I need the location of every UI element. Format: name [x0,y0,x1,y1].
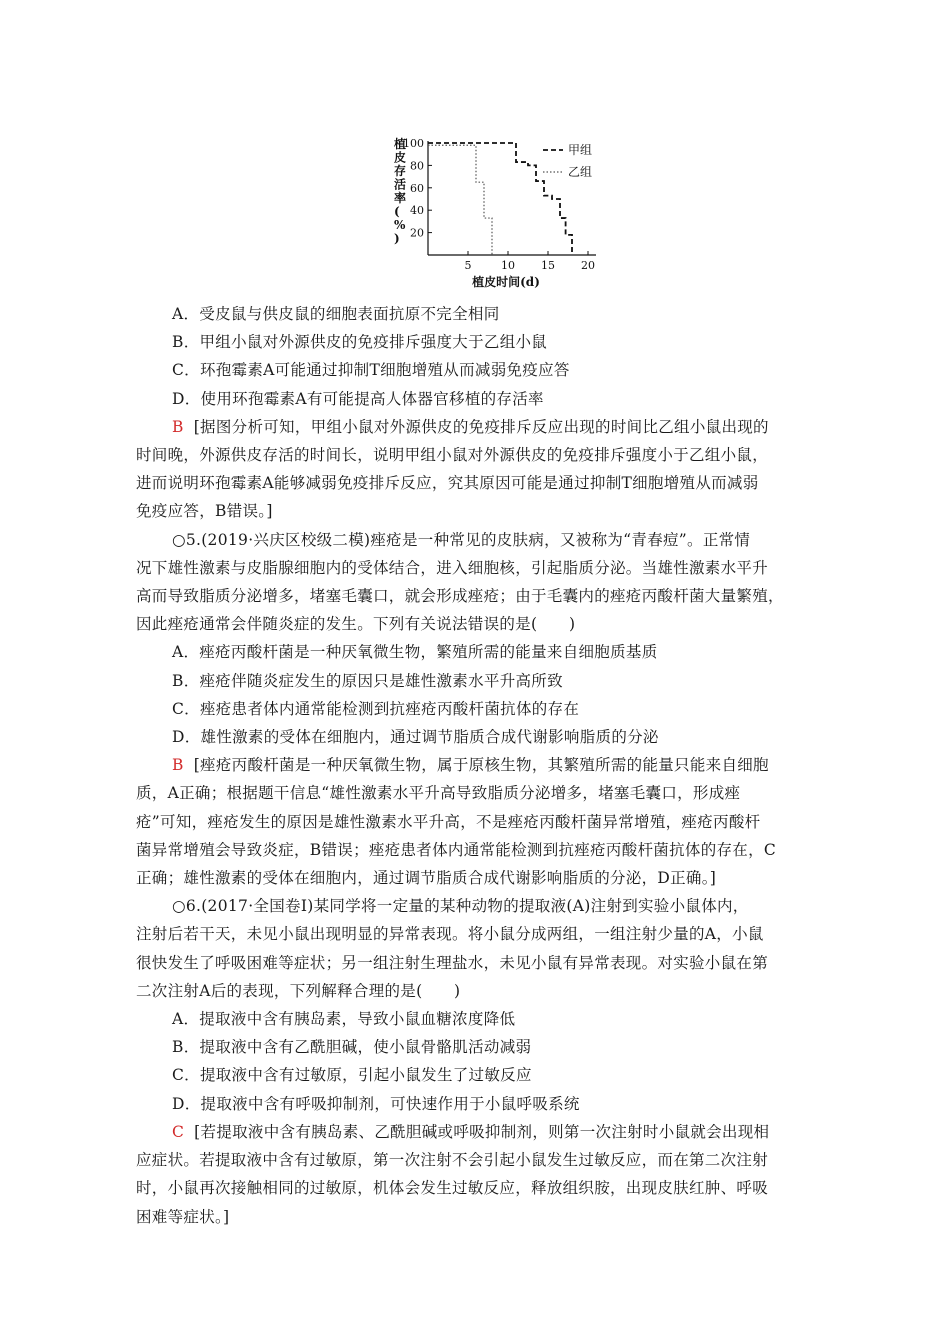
q6-stem-4: 二次注射A后的表现，下列解释合理的是( ) [136,981,461,1000]
q5-stem-2: 况下雄性激素与皮脂腺细胞内的受体结合，进入细胞核，引起脂质分泌。当雄性激素水平升 [136,558,769,577]
legend-label-2: 乙组 [568,165,593,179]
q6-option-d: D．提取液中含有呼吸抑制剂，可快速作用于小鼠呼吸系统 [172,1094,580,1113]
q6-explanation-1: [若提取液中含有胰岛素、乙酰胆碱或呼吸抑制剂，则第一次注射时小鼠就会出现相 [194,1122,770,1141]
x-tick-label-15: 15 [541,259,555,272]
q5-stem-3: 高而导致脂质分泌增多，堵塞毛囊口，就会形成痤疮；由于毛囊内的痤疮丙酸杆菌大量繁殖， [136,587,784,606]
y-axis-label: 植皮存活率( % ) [394,137,407,246]
q5-option-a: A．痤疮丙酸杆菌是一种厌氧微生物，繁殖所需的能量来自细胞质基质 [172,643,658,662]
q4-option-c: C．环孢霉素A可能通过抑制T细胞增殖从而减弱免疫应答 [172,361,570,380]
q4-answer-letter: B [172,417,184,436]
q5-explanation-5: 正确；雄性激素的受体在细胞内，通过调节脂质合成代谢影响脂质的分泌，D正确。] [136,869,717,888]
x-axis-label: 植皮时间(d) [472,275,540,289]
q6-option-a: A．提取液中含有胰岛素，导致小鼠血糖浓度降低 [172,1010,516,1029]
q6-stem-1: ○6.(2017·全国卷Ⅰ)某同学将一定量的某种动物的提取液(A)注射到实验小鼠体内， [172,897,749,916]
q6-stem-3: 很快发生了呼吸困难等症状；另一组注射生理盐水，未见小鼠有异常表现。对实验小鼠在第 [136,953,769,972]
q6-answer [136,1118,826,1231]
q5-explanation-4: 菌异常增殖会导致炎症，B错误；痤疮患者体内通常能检测到抗痤疮丙酸杆菌抗体的存在，C [136,840,777,859]
series-line-1 [428,143,572,255]
survival-chart [380,130,620,300]
y-tick-label-20: 20 [410,226,424,240]
q4-explanation-4: 免疫应答，B错误。] [136,502,273,521]
q4-explanation-3: 进而说明环孢霉素A能够减弱免疫排斥反应，究其原因可能是通过抑制T细胞增殖从而减弱 [136,474,759,493]
q6-answer-letter: C [172,1122,185,1141]
y-tick-label-80: 80 [410,159,424,173]
q4-answer [136,413,826,526]
survival-chart-svg [380,130,620,300]
q6-option-c: C．提取液中含有过敏原，引起小鼠发生了过敏反应 [172,1066,532,1085]
q5-answer-letter: B [172,756,184,775]
q5-explanation-1: [痤疮丙酸杆菌是一种厌氧微生物，属于原核生物，其繁殖所需的能量只能来自细胞 [193,756,769,775]
q6-stem-2: 注射后若干天，未见小鼠出现明显的异常表现。将小鼠分成两组，一组注射少量的A，小鼠 [136,925,764,944]
q6-option-b: B．提取液中含有乙酰胆碱，使小鼠骨骼肌活动减弱 [172,1038,532,1057]
q5-stem [136,526,826,639]
q5-explanation-2: 质，A正确；根据题干信息“雄性激素水平升高导致脂质分泌增多，堵塞毛囊口，形成痤 [136,784,741,803]
q5-options [136,638,826,751]
q4-options [136,300,826,413]
q4-explanation-1: [据图分析可知，甲组小鼠对外源供皮的免疫排斥反应出现的时间比乙组小鼠出现的 [193,417,769,436]
q5-explanation-3: 疮”可知，痤疮发生的原因是雄性激素水平升高，不是痤疮丙酸杆菌异常增殖，痤疮丙酸杆 [136,812,761,831]
q4-option-b: B．甲组小鼠对外源供皮的免疫排斥强度大于乙组小鼠 [172,333,548,352]
q5-answer-line-1 [136,751,826,779]
x-tick-label-5: 5 [464,259,472,272]
x-tick-label-20: 20 [581,259,595,272]
q5-option-d: D．雄性激素的受体在细胞内，通过调节脂质合成代谢影响脂质的分泌 [172,728,659,747]
q5-stem-4: 因此痤疮通常会伴随炎症的发生。下列有关说法错误的是( ) [136,615,576,634]
q4-explanation-2: 时间晚，外源供皮存活的时间长，说明甲组小鼠对外源供皮的免疫排斥强度小于乙组小鼠， [136,446,769,465]
q5-option-b: B．痤疮伴随炎症发生的原因只是雄性激素水平升高所致 [172,671,563,690]
y-tick-label-100: 100 [403,137,424,150]
q6-explanation-3: 时，小鼠再次接触相同的过敏原，机体会发生过敏反应，释放组织胺，出现皮肤红肿、呼吸 [136,1179,769,1198]
q6-stem [136,892,826,1005]
legend-label-1: 甲组 [568,143,593,157]
document-body [136,300,826,1231]
series-line-2 [428,145,492,255]
q4-answer-line-1 [136,413,826,441]
x-tick-label-10: 10 [501,259,515,272]
q5-stem-1: ○5.(2019·兴庆区校级二模)痤疮是一种常见的皮肤病，又被称为“青春痘”。正常情 [172,530,751,549]
q5-answer [136,751,826,892]
q6-explanation-2: 应症状。若提取液中含有过敏原，第一次注射不会引起小鼠发生过敏反应，而在第二次注射 [136,1151,769,1170]
q6-answer-line-1 [136,1118,826,1146]
q4-option-d: D．使用环孢霉素A有可能提高人体器官移植的存活率 [172,389,544,408]
y-tick-label-40: 40 [410,204,424,218]
q6-explanation-4: 困难等症状。] [136,1207,230,1226]
y-tick-label-60: 60 [410,181,424,195]
q4-option-a: A．受皮鼠与供皮鼠的细胞表面抗原不完全相同 [172,305,500,323]
q6-options [136,1005,826,1118]
q5-option-c: C．痤疮患者体内通常能检测到抗痤疮丙酸杆菌抗体的存在 [172,699,580,718]
